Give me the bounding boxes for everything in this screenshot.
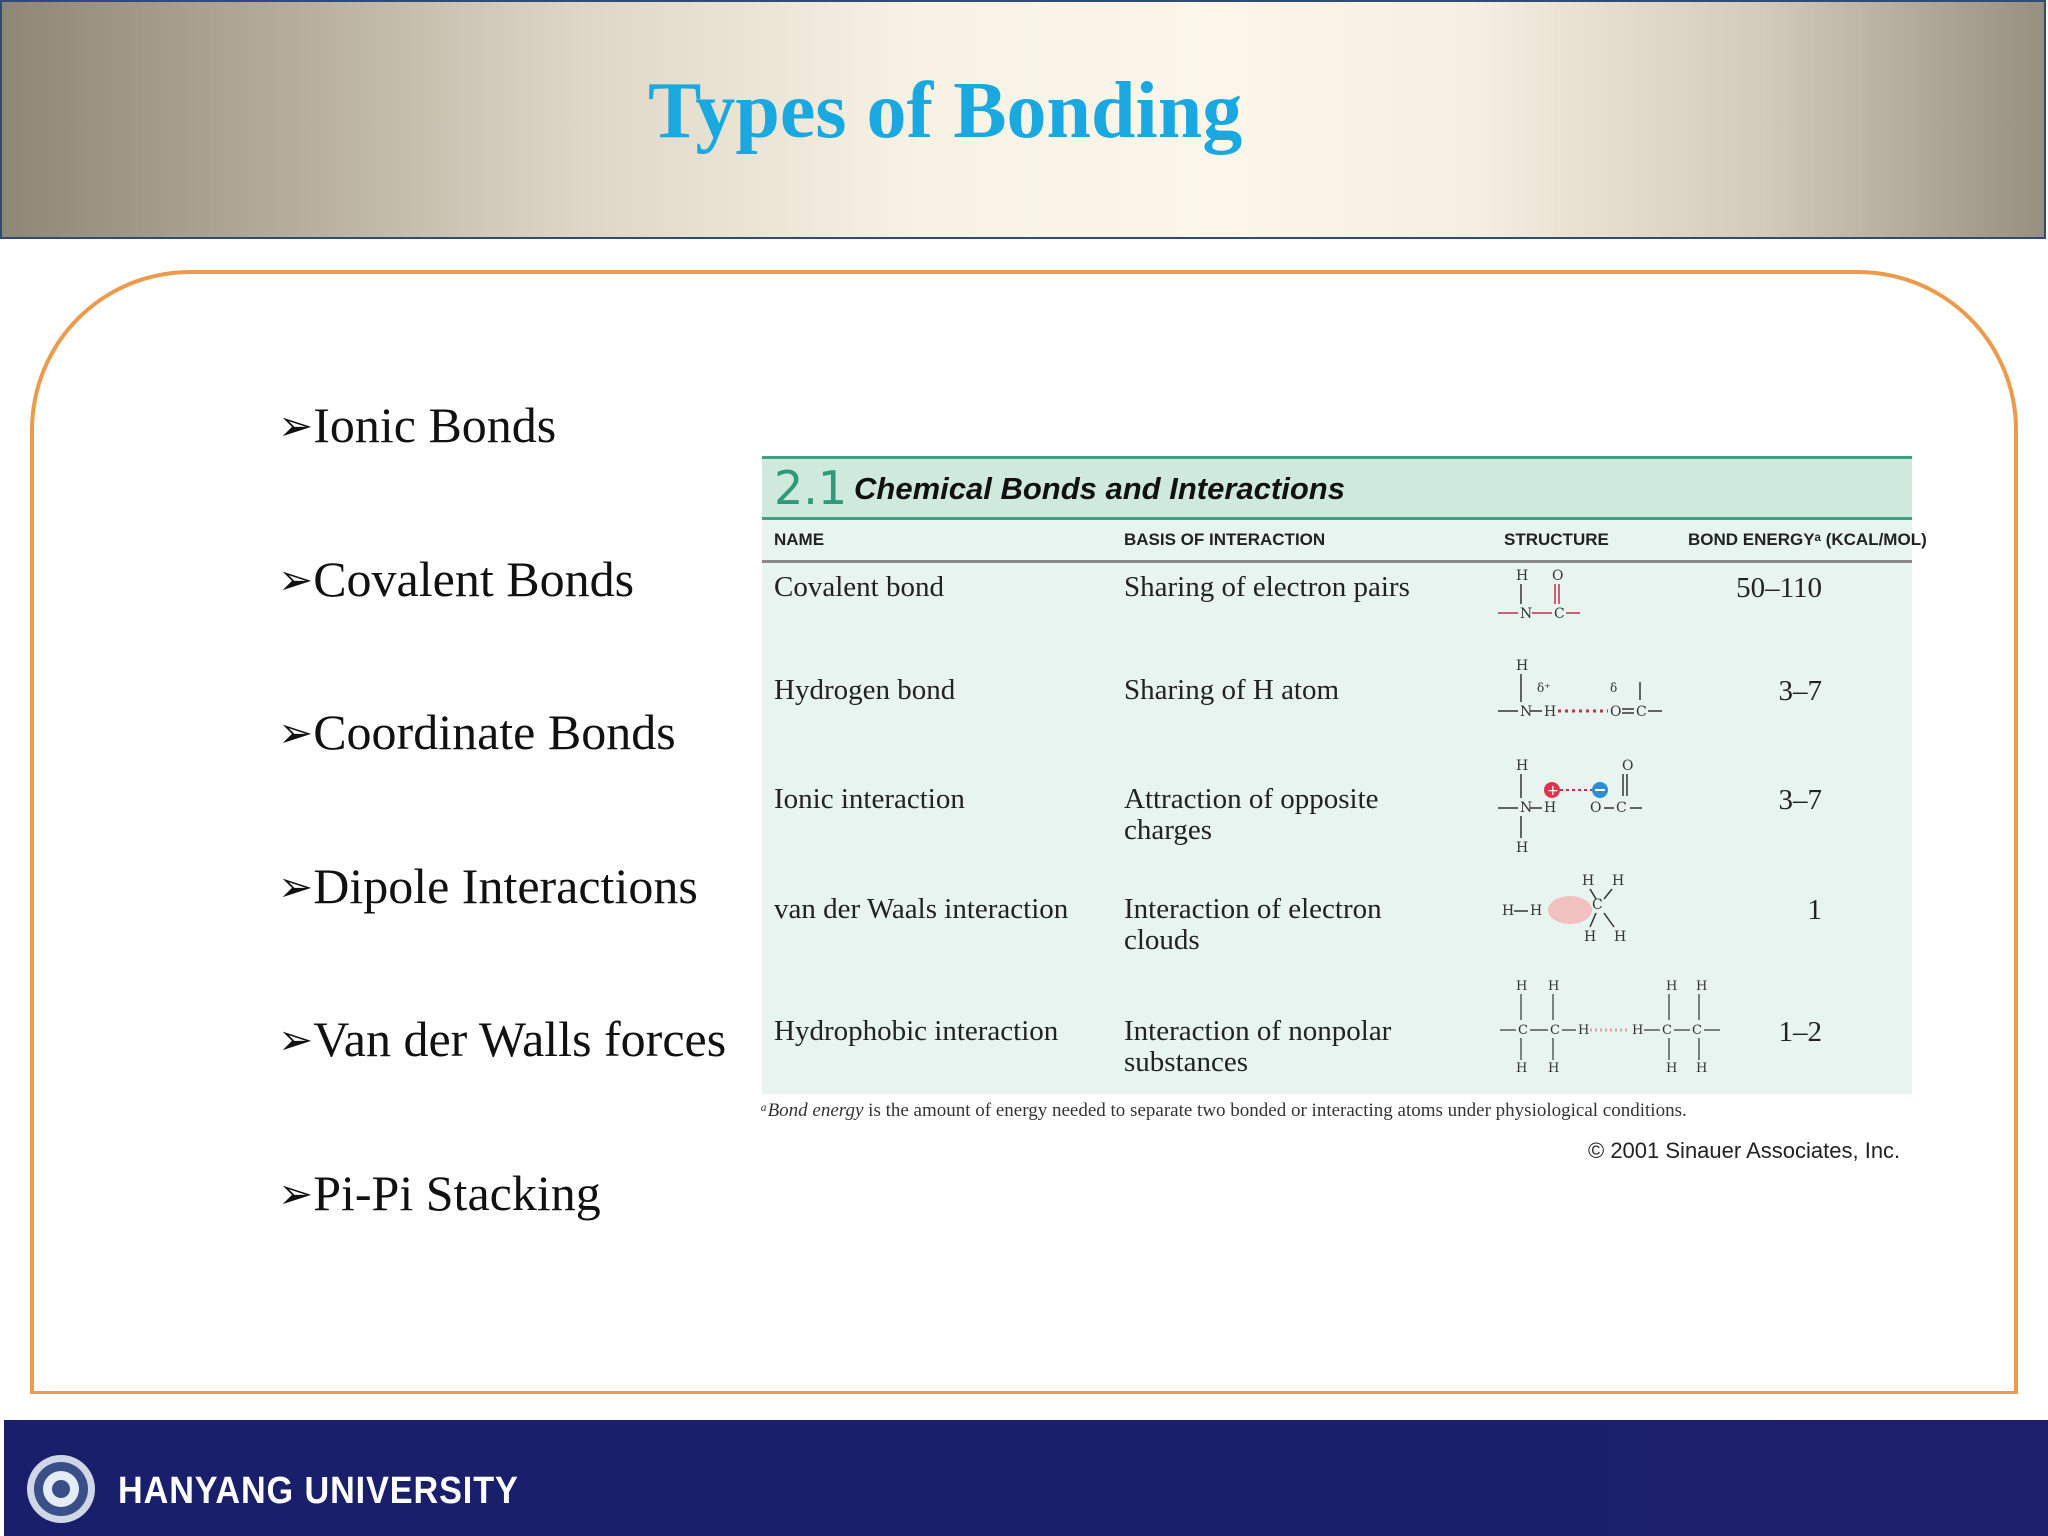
svg-text:δ: δ (1610, 681, 1618, 695)
svg-text:N: N (1520, 606, 1533, 622)
bullet-item: ➢Dipole Interactions (278, 858, 698, 914)
column-header-name: NAME (774, 530, 825, 549)
svg-text:H: H (1666, 979, 1678, 994)
svg-text:H: H (1584, 929, 1597, 945)
column-header-basis: BASIS OF INTERACTION (1124, 530, 1326, 549)
row-name: Ionic interaction (774, 783, 965, 815)
svg-text:H: H (1666, 1061, 1678, 1076)
svg-text:H: H (1696, 1061, 1708, 1076)
van-der-waals-structure-icon (1462, 871, 1662, 951)
row-basis: Interaction of electron clouds (1124, 893, 1382, 956)
slide-header (0, 0, 2046, 239)
bullet-item: ➢Ionic Bonds (278, 397, 557, 453)
svg-text:H: H (1516, 658, 1529, 674)
svg-text:H: H (1632, 1023, 1644, 1038)
svg-text:C: C (1550, 1023, 1560, 1038)
hydrogen-bond-structure-icon (1462, 656, 1662, 726)
row-energy: 3–7 (1778, 675, 1822, 707)
row-name: Covalent bond (774, 571, 944, 603)
svg-text:O: O (1590, 800, 1602, 816)
bonds-table-figure (762, 456, 1927, 1094)
svg-text:C: C (1616, 800, 1627, 816)
figure-header (762, 456, 1912, 520)
svg-text:H: H (1530, 903, 1543, 919)
row-basis: Sharing of electron pairs (1124, 571, 1410, 603)
row-energy: 50–110 (1736, 572, 1822, 604)
column-header-structure: STRUCTURE (1504, 530, 1609, 549)
header-rule (762, 560, 1912, 563)
figure-number: 2.1 (774, 461, 848, 515)
svg-text:N: N (1520, 800, 1533, 816)
svg-text:N: N (1520, 704, 1533, 720)
svg-text:H: H (1614, 929, 1627, 945)
figure-title: Chemical Bonds and Interactions (854, 471, 1345, 506)
bullet-arrow-icon: ➢ (278, 401, 314, 450)
row-name: Hydrogen bond (774, 674, 956, 706)
row-name: van der Waals interaction (774, 893, 1069, 925)
row-energy: 3–7 (1778, 784, 1822, 816)
row-energy: 1–2 (1778, 1016, 1822, 1048)
svg-text:H: H (1578, 1023, 1590, 1038)
svg-text:H: H (1516, 568, 1529, 584)
bullet-item: ➢Coordinate Bonds (278, 704, 676, 760)
svg-text:O: O (1610, 704, 1622, 720)
row-energy: 1 (1807, 894, 1822, 926)
svg-text:C: C (1554, 606, 1565, 622)
svg-text:C: C (1518, 1023, 1528, 1038)
svg-text:H: H (1516, 979, 1528, 994)
svg-text:C: C (1592, 897, 1603, 913)
hydrophobic-structure-icon (1462, 976, 1722, 1076)
svg-text:C: C (1636, 704, 1647, 720)
bullet-item: ➢Van der Walls forces (278, 1011, 727, 1067)
row-name: Hydrophobic interaction (774, 1015, 1059, 1047)
svg-text:H: H (1516, 758, 1529, 774)
svg-text:δ⁺: δ⁺ (1537, 681, 1551, 695)
svg-text:H: H (1544, 704, 1557, 720)
svg-text:C: C (1692, 1023, 1702, 1038)
bullet-arrow-icon: ➢ (278, 555, 314, 604)
svg-text:H: H (1548, 979, 1560, 994)
slide-title: Types of Bonding (648, 67, 1243, 155)
svg-text:H: H (1516, 1061, 1528, 1076)
covalent-structure-icon (1462, 566, 1582, 626)
svg-text:H: H (1696, 979, 1708, 994)
svg-text:H: H (1502, 903, 1515, 919)
bullet-item: ➢Pi-Pi Stacking (278, 1165, 601, 1221)
university-footer (4, 1420, 2048, 1536)
svg-text:H: H (1516, 840, 1529, 856)
figure-footnote: ᵃBond energy is the amount of energy needed to separate two bonded or interacting atoms under physiological conditions. (760, 1100, 1687, 1121)
bullet-item: ➢Covalent Bonds (278, 551, 635, 607)
university-seal-icon (24, 1452, 98, 1526)
column-header-energy: BOND ENERGYᵃ (KCAL/MOL) (1688, 530, 1927, 549)
university-name: HANYANG UNIVERSITY (118, 1470, 519, 1512)
figure-copyright: © 2001 Sinauer Associates, Inc. (1588, 1138, 1901, 1163)
svg-text:C: C (1662, 1023, 1672, 1038)
svg-text:H: H (1582, 873, 1595, 889)
bullet-arrow-icon: ➢ (278, 708, 314, 757)
svg-text:H: H (1548, 1061, 1560, 1076)
svg-text:O: O (1622, 758, 1634, 774)
svg-text:H: H (1544, 800, 1557, 816)
row-basis: Sharing of H atom (1124, 674, 1340, 706)
svg-text:O: O (1552, 568, 1564, 584)
row-basis: Attraction of opposite charges (1124, 783, 1379, 846)
ionic-structure-icon (1462, 756, 1662, 856)
bullet-arrow-icon: ➢ (278, 1015, 314, 1064)
svg-text:+: + (1547, 783, 1559, 799)
row-basis: Interaction of nonpolar substances (1124, 1015, 1392, 1078)
bullet-arrow-icon: ➢ (278, 1169, 314, 1218)
bullet-arrow-icon: ➢ (278, 862, 314, 911)
svg-text:H: H (1612, 873, 1625, 889)
